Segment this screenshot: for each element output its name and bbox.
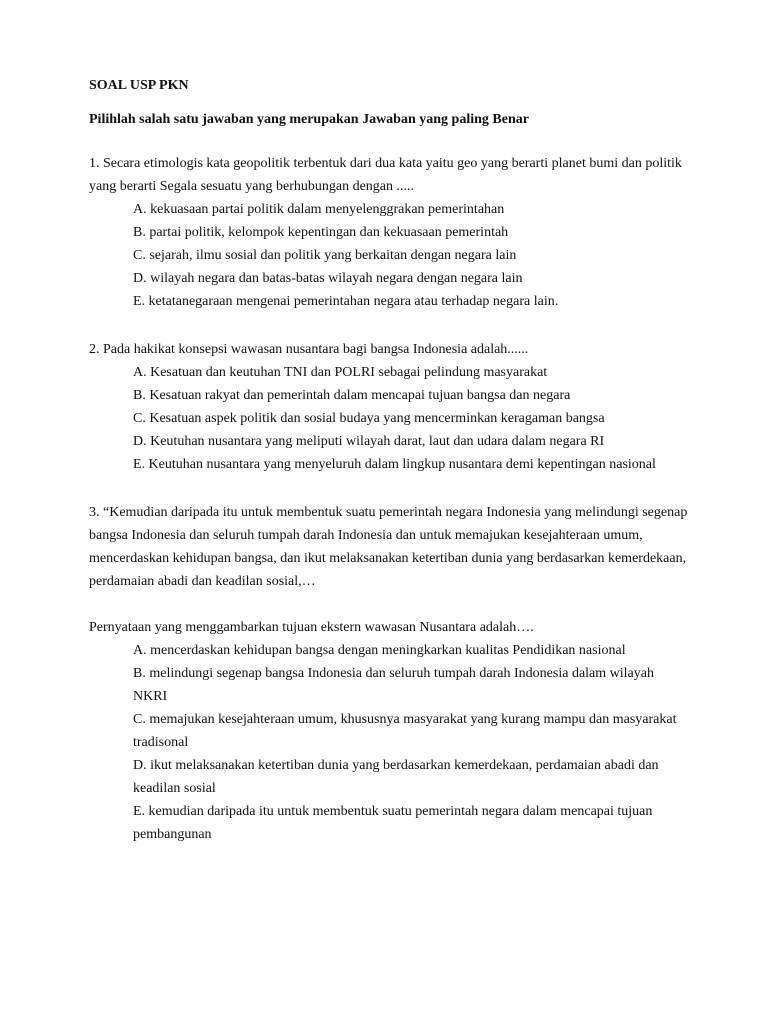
- option-e: E. Keutuhan nusantara yang menyeluruh dalam lingkup nusantara demi kepentingan nasional: [133, 457, 656, 472]
- question-statement: Pernyataan yang menggambarkan tujuan ekstern wawasan Nusantara adalah….: [89, 620, 534, 635]
- option-e: E. kemudian daripada itu untuk membentuk suatu pemerintah negara dalam mencapai tujuan pembangunan: [133, 804, 653, 842]
- option-a: A. Kesatuan dan keutuhan TNI dan POLRI sebagai pelindung masyarakat: [133, 365, 548, 380]
- option-b: B. melindungi segenap bangsa Indonesia dan seluruh tumpah darah Indonesia dalam wilayah NKRI: [133, 666, 654, 704]
- option-a: A. mencerdaskan kehidupan bangsa dengan meningkarkan kualitas Pendidikan nasional: [133, 643, 626, 658]
- option-a: A. kekuasaan partai politik dalam menyelenggrakan pemerintahan: [133, 202, 505, 217]
- question-text: 3. “Kemudian daripada itu untuk membentuk suatu pemerintah negara Indonesia yang melindungi segenap bangsa Indonesia dan seluruh tumpah darah Indonesia dan untuk memajukan kesejahteraan umum, mencerdaskan kehidupan bangsa, dan ikut melaksanakan ketertiban dunia yang berdasarkan kemerdekaan, perdamaian abadi dan keadilan sosial,…: [89, 505, 688, 589]
- question-2: [89, 338, 689, 476]
- option-d: D. ikut melaksanakan ketertiban dunia yang berdasarkan kemerdekaan, perdamaian abadi dan keadilan sosial: [133, 758, 659, 796]
- question-text: 1. Secara etimologis kata geopolitik terbentuk dari dua kata yaitu geo yang berarti planet bumi dan politik yang berarti Segala sesuatu yang berhubungan dengan .....: [89, 156, 682, 194]
- document-title: SOAL USP PKN: [89, 78, 189, 93]
- options-list: [89, 198, 689, 313]
- question-text: 2. Pada hakikat konsepsi wawasan nusantara bagi bangsa Indonesia adalah......: [89, 342, 529, 357]
- option-b: B. partai politik, kelompok kepentingan dan kekuasaan pemerintah: [133, 225, 509, 240]
- options-list: [89, 639, 689, 846]
- option-b: B. Kesatuan rakyat dan pemerintah dalam mencapai tujuan bangsa dan negara: [133, 388, 571, 403]
- option-d: D. wilayah negara dan batas-batas wilayah negara dengan negara lain: [133, 271, 523, 286]
- options-list: [89, 361, 689, 476]
- option-d: D. Keutuhan nusantara yang meliputi wilayah darat, laut dan udara dalam negara RI: [133, 434, 605, 449]
- question-3: [89, 501, 689, 846]
- option-c: C. Kesatuan aspek politik dan sosial budaya yang mencerminkan keragaman bangsa: [133, 411, 605, 426]
- instruction-text: Pilihlah salah satu jawaban yang merupakan Jawaban yang paling Benar: [89, 112, 529, 127]
- option-c: C. sejarah, ilmu sosial dan politik yang berkaitan dengan negara lain: [133, 248, 517, 263]
- option-e: E. ketatanegaraan mengenai pemerintahan negara atau terhadap negara lain.: [133, 294, 559, 309]
- document-page: [89, 76, 689, 846]
- question-1: [89, 152, 689, 313]
- option-c: C. memajukan kesejahteraan umum, khususnya masyarakat yang kurang mampu dan masyarakat tradisonal: [133, 712, 677, 750]
